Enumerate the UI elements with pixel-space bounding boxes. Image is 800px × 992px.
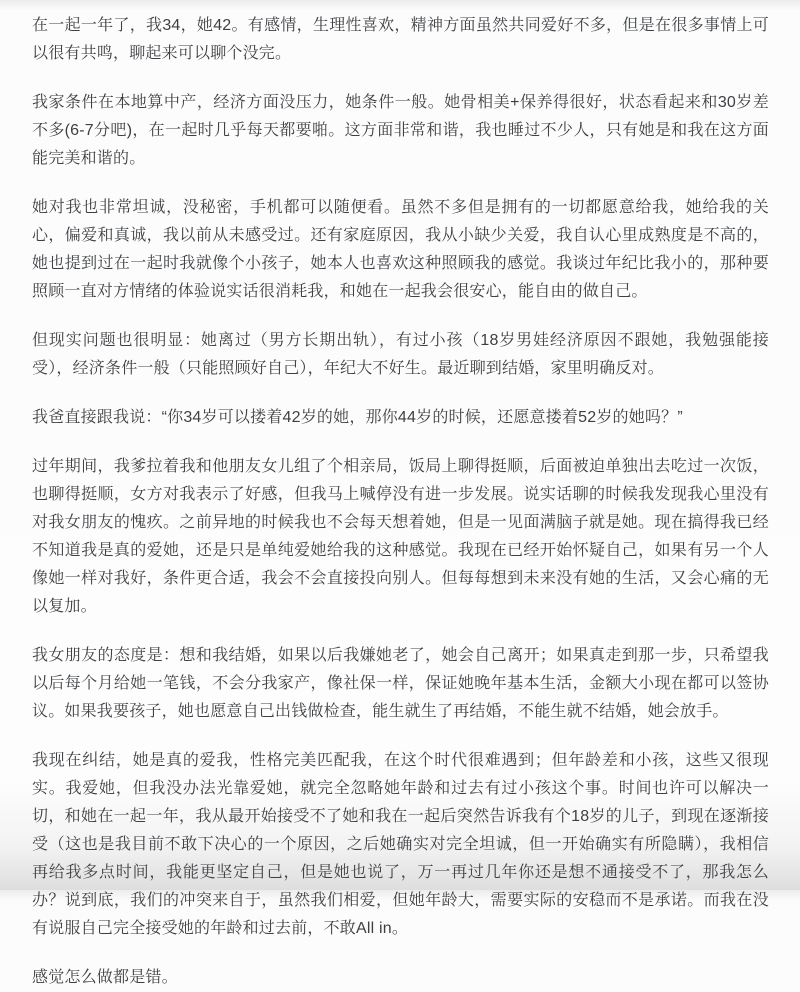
paragraph-relationship-intro: 在一起一年了，我34，她42。有感情，生理性喜欢，精神方面虽然共同爱好不多，但是在很多事情上可以很有共鸣，聊起来可以聊个没完。 [32,17,769,62]
paragraph-girlfriend-attitude: 我女朋友的态度是：想和我结婚，如果以后我嫌她老了，她会自己离开；如果真走到那一步，只希望我以后每个月给她一笔钱，不会分我家产，像社保一样，保证她晚年基本生活，金额大小现在都可以签协议。如果我要孩子，她也愿意自己出钱做检查，能生就生了再结婚，不能生就不结婚，她会放手。 [32,647,769,720]
paragraph-inner-conflict: 我现在纠结，她是真的爱我，性格完美匹配我，在这个时代很难遇到；但年龄差和小孩，这些又很现实。我爱她，但我没办法光靠爱她，就完全忽略她年龄和过去有过小孩这个事。时间也许可以解决一切，和她在一起一年，我从最开始接受不了她和我在一起后突然告诉我有个18岁的儿子，到现在逐渐接受（这也是我目前不敢下决心的一个原因，之后她确实对完全坦诚，但一开始确实有所隐瞒），我相信再给我多点时间，我能更坚定自己，但是她也说了，万一再过几年你还是想不通接受不了，那我怎么办？说到底，我们的冲突来自于，虽然我们相爱，但她年龄大，需要实际的安稳而不是承诺。而我在没有说服自己完全接受她的年龄和过去前，不敢All in。 [32,752,769,937]
paragraph-conclusion: 感觉怎么做都是错。 [32,969,178,986]
paragraph-practical-problems: 但现实问题也很明显：她离过（男方长期出轨），有过小孩（18岁男娃经济原因不跟她，我勉强能接受），经济条件一般（只能照顾好自己），年纪大不好生。最近聊到结婚，家里明确反对。 [32,332,769,377]
paragraph-honesty-and-care: 她对我也非常坦诚，没秘密，手机都可以随便看。虽然不多但是拥有的一切都愿意给我，她给我的关心，偏爱和真诚，我以前从未感受过。还有家庭原因，我从小缺少关爱，我自认心里成熟度是不高的，她也提到过在一起时我就像个小孩子，她本人也喜欢这种照顾我的感觉。我谈过年纪比我小的，那种要照顾一直对方情绪的体验说实话很消耗我，和她在一起我会很安心，能自由的做自己。 [32,199,769,300]
paragraph-blind-date-doubts: 过年期间，我爹拉着我和他朋友女儿组了个相亲局，饭局上聊得挺顺，后面被迫单独出去吃过一次饭，也聊得挺顺，女方对我表示了好感，但我马上喊停没有进一步发展。说实话聊的时候我发现我心里没有对我女朋友的愧疚。之前异地的时候我也不会每天想着她，但是一见面满脑子就是她。现在搞得我已经不知道我是真的爱她，还是只是单纯爱她给我的这种感觉。我现在已经开始怀疑自己，如果有另一个人像她一样对我好，条件更合适，我会不会直接投向别人。但每每想到未来没有她的生活，又会心痛的无以复加。 [32,458,769,615]
paragraph-family-conditions: 我家条件在本地算中产，经济方面没压力，她条件一般。她骨相美+保养得很好，状态看起来和30岁差不多(6-7分吧)，在一起时几乎每天都要啪。这方面非常和谐，我也睡过不少人，只有她是和我在这方面能完美和谐的。 [32,94,769,167]
paragraph-father-quote: 我爸直接跟我说：“你34岁可以搂着42岁的她，那你44岁的时候，还愿意搂着52岁的她吗？” [32,409,683,426]
